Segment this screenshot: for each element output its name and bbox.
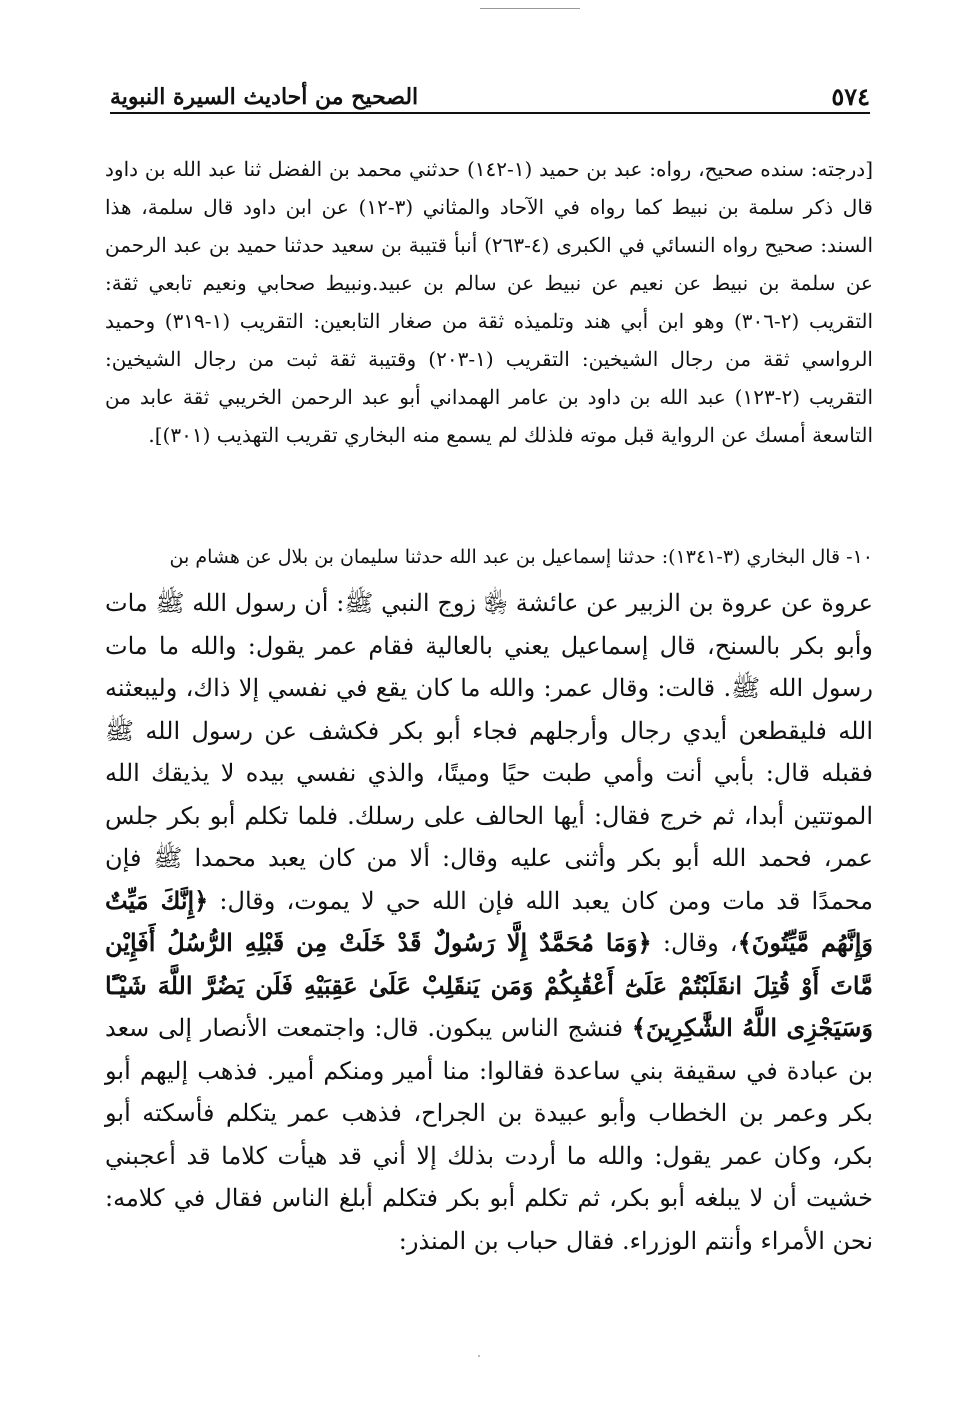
top-decorative-rule <box>480 8 580 9</box>
quran-verse-1: ﴿إِنَّكَ مَيِّتٌ وَإِنَّهُم مَّيِّتُونَ﴾ <box>105 885 873 957</box>
hadith-body <box>105 582 873 1262</box>
page-number: ٥٧٤ <box>817 82 870 112</box>
hadith-text-part-2: ، وقال: <box>651 929 738 957</box>
running-header <box>110 82 870 122</box>
hadith-text-part-3: فنشج الناس يبكون. قال: واجتمعت الأنصار إلى سعد بن عبادة في سقيفة بني ساعدة فقالوا: منا أمير ومنكم أمير. فذهب إليهم أبو بكر وعمر بن الخطاب وأبو عبيدة بن الجراح، فذهب عمر يتكلم فأسكته أبو بكر، وكان عمر يقول: والله ما أردت بذلك إلا أني قد هيأت كلاما قد أعجبني خشيت أن لا يبلغه أبو بكر، ثم تكلم أبو بكر فتكلم أبلغ الناس فقال في كلامه: نحن الأمراء وأنتم الوزراء. فقال حباب بن المنذر: <box>105 1014 873 1255</box>
grade-note-text: [درجته: سنده صحيح، رواه: عبد بن حميد (١-١٤٢) حدثني محمد بن الفضل ثنا عبد الله بن داود قال ذكر سلمة بن نبيط كما رواه في الآحاد والمثاني (٣-١٢) عن ابن داود قال سلمة، هذا السند: صحيح رواه النسائي في الكبرى (٤-٢٦٣) أنبأ قتيبة بن سعيد حدثنا حميد بن عبد الرحمن عن سلمة بن نبيط عن نعيم عن نبيط عن سالم بن عبيد.ونبيط صحابي ونعيم تابعي ثقة: التقريب (٢-٣٠٦) وهو ابن أبي هند وتلميذه ثقة من صغار التابعين: التقريب (١-٣١٩) وحميد الرواسي ثقة من رجال الشيخين: التقريب (١-٢٠٣) وقتيبة ثقة ثبت من رجال الشيخين: التقريب (٢-١٢٣) عبد الله بن داود بن عامر الهمداني أبو عبد الرحمن الخريبي ثقة عابد من التاسعة أمسك عن الرواية قبل موته فلذلك لم يسمع منه البخاري تقريب التهذيب (٣٠١)]. <box>105 157 874 447</box>
book-title: الصحيح من أحاديث السيرة النبوية <box>110 82 430 112</box>
hadith-section <box>105 540 873 1262</box>
grade-note <box>105 150 873 454</box>
quran-verse-2: ﴿وَمَا مُحَمَّدٌ إِلَّا رَسُولٌ قَدْ خَلَتْ مِن قَبْلِهِ الرُّسُلُ أَفَإِيْن مَّاتَ أَوْ قُتِلَ انقَلَبْتُمْ عَلَىٰٓ أَعْقَٰبِكُمْ وَمَن يَنقَلِبْ عَلَىٰ عَقِبَيْهِ فَلَن يَضُرَّ اللَّهَ شَيْـًٔا وَسَيَجْزِى اللَّهُ الشَّٰكِرِينَ﴾ <box>105 928 873 1042</box>
hadith-text-part-1: عروة عن عروة بن الزبير عن عائشة ﵂ زوج النبي ﷺ: أن رسول الله ﷺ مات وأبو بكر بالسنح، قال إسماعيل يعني بالعالية فقام عمر يقول: والله ما مات رسول الله ﷺ. قالت: وقال عمر: والله ما كان يقع في نفسي إلا ذاك، وليبعثنه الله فليقطعن أيدي رجال وأرجلهم فجاء أبو بكر فكشف عن رسول الله ﷺ فقبله قال: بأبي أنت وأمي طبت حيًا وميتًا، والذي نفسي بيده لا يذيقك الله الموتتين أبدا، ثم خرج فقال: أيها الحالف على رسلك. فلما تكلم أبو بكر جلس عمر، فحمد الله أبو بكر وأثنى عليه وقال: ألا من كان يعبد محمدا ﷺ فإن محمدًا قد مات ومن كان يعبد الله فإن الله حي لا يموت، وقال: <box>105 589 874 915</box>
scan-speck <box>478 1355 480 1357</box>
hadith-intro: ١٠- قال البخاري (٣-١٣٤١): حدثنا إسماعيل بن عبد الله حدثنا سليمان بن بلال عن هشام بن <box>169 546 873 568</box>
header-rule <box>110 112 870 114</box>
